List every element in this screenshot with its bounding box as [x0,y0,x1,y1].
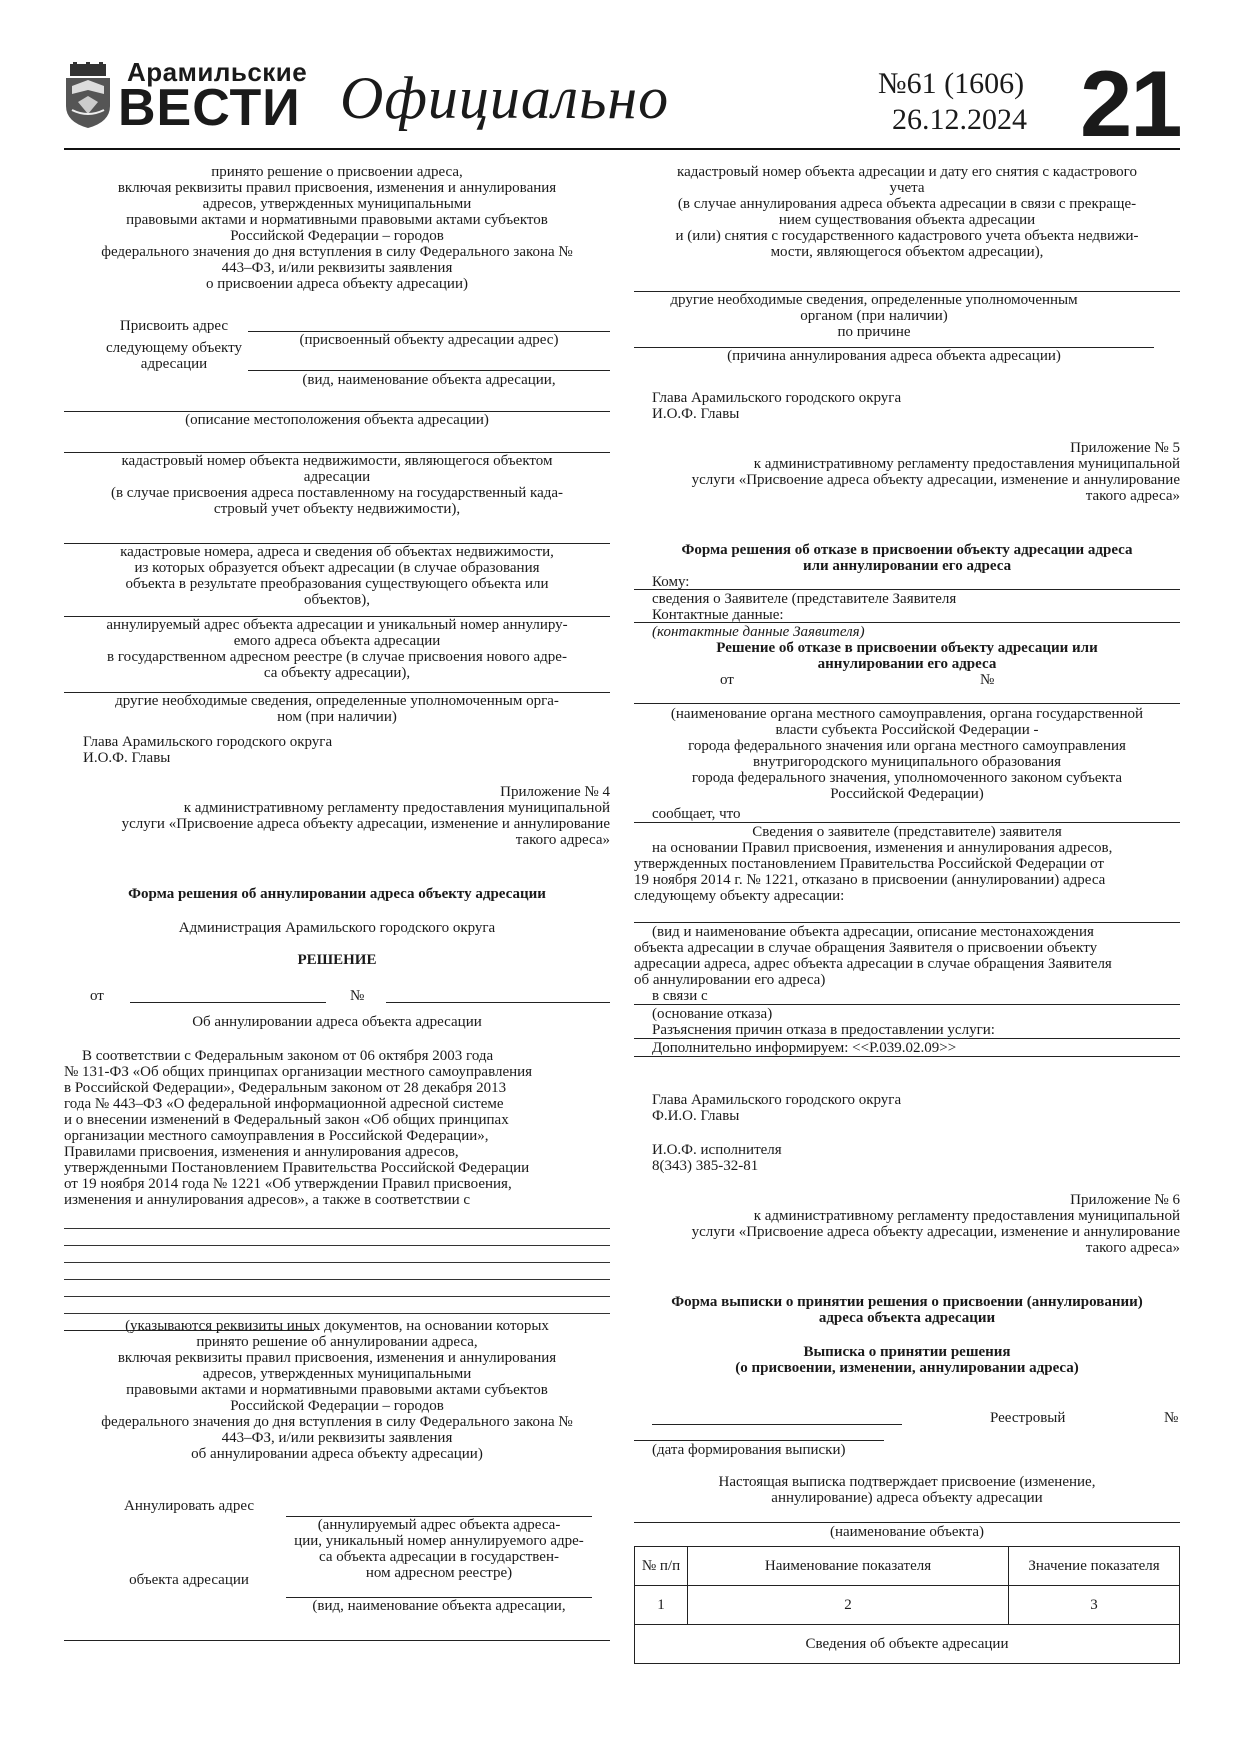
reason-hint: (причина аннулирования адреса объекта адресации) [727,348,1061,364]
appendix-6: Приложение № 6 к административному регламенту предоставления муниципальной услуги «Присвоение адреса объекту адресации, изменение и аннулирование такого адреса» [691,1192,1180,1256]
right-other-block: другие необходимые сведения, определенные уполномоченным органом (при наличии) по причине [670,292,1078,340]
executor-block: И.О.Ф. исполнителя 8(343) 385-32-81 [652,1142,782,1174]
explanations: Разъяснения причин отказа в предоставлении услуги: [652,1022,995,1038]
table-row [635,1586,1180,1625]
appendix-5: Приложение № 5 к административному регламенту предоставления муниципальной услуги «Присвоение адреса объекту адресации, изменение и аннулирование такого адреса» [691,440,1180,504]
date-field[interactable] [130,1002,326,1003]
object-name-line[interactable] [634,1522,1180,1523]
coat-of-arms-icon [64,62,112,128]
reports-that: сообщает, что [652,806,741,822]
number-label: № [350,988,365,1004]
cadastral-block: кадастровый номер объекта недвижимости, являющегося объектом адресации (в случае присвоения адреса поставленному на государственный када- стровый учет объекту недвижимости), [110,453,564,517]
to-label: Кому: [652,574,690,590]
additional-line[interactable] [634,1056,1180,1057]
date-hint: (дата формирования выписки) [652,1442,846,1458]
table-section-row [635,1625,1180,1664]
bottom-line [64,1640,610,1641]
form4-title: Форма решения об аннулировании адреса объекту адресации [128,886,546,902]
due-to-line[interactable] [634,1004,1180,1005]
refusal-number-label: № [980,672,995,688]
annul-label-2: объекта адресации [129,1572,249,1588]
object-line[interactable] [634,922,1180,923]
head-signature: Глава Арамильского городского округа И.О.Ф. Главы [83,734,333,766]
refusal-basis: (основание отказа) [652,1006,773,1022]
extract-date-line[interactable] [652,1424,902,1425]
other-block: другие необходимые сведения, определенные уполномоченным орга- ном (при наличии) [115,693,559,725]
kind-name-line [248,370,610,371]
indicators-table [634,1546,1180,1664]
form6-title: Форма выписки о принятии решения о присвоении (аннулировании) адреса объекта адресации [671,1294,1143,1326]
refusal-from-label: от [720,672,734,688]
law-text: В соответствии с Федеральным законом от 06 октября 2003 года № 131-ФЗ «Об общих принципах организации местного самоуправления в Российской Федерации», Федеральным законом от 28 декабря 2013 года № 443–ФЗ «О федеральной информационной адресной системе и о внесении изменений в Федеральный закон «Об общих принципах организации местного самоуправления в Российской Федерации», Правилами присвоения, изменения и аннулирования адресов, утвержденными Постановлением Правительства Российской Федерации от 19 ноября 2014 года № 1221 «Об утверждении Правил присвоения, изменения и аннулирования адресов», а также в соответствии с [64,1048,533,1208]
extract-title: Выписка о принятии решения (о присвоении, изменении, аннулировании адреса) [735,1344,1079,1376]
right-head-signature-2: Глава Арамильского городского округа Ф.И.О. Главы [652,1092,902,1124]
registry-label: Реестровый [990,1410,1066,1426]
from-label: от [90,988,104,1004]
blank-line [64,1245,610,1246]
cadastral-numbers-block: кадастровые номера, адреса и сведения об объектах недвижимости, из которых образуется объект адресации (в случае образования объекта в результате преобразования существующего объекта или объектов), [120,544,554,608]
assigned-address-hint: (присвоенный объекту адресации адрес) [299,332,559,348]
blank-line [64,1262,610,1263]
blank-line [64,1313,610,1314]
contacts-label: Контактные данные: [652,607,784,623]
section-title: Официально [340,65,670,131]
annul-subject: Об аннулировании адреса объекта адресации [192,1014,482,1030]
right-top-block: кадастровый номер объекта адресации и дату его снятия с кадастрового учета (в случае аннулирования адреса объекта адресации в связи с прекраще- нием существования объекта адресации и (или) снятия с государственного кадастрового учета объекта недвижи- мости, являющегося объектом адресации), [675,164,1139,260]
outro-block: (указываются реквизиты иных документов, на основании которых принято решение об аннулировании адреса, включая реквизиты правил присвоения, изменения и аннулирования адресов, утвержденных муниципальными правовыми актами и нормативными правовыми актами субъектов Российской Федерации – городов федерального значения до дня вступления в силу Федерального закона № 443–ФЗ, и/или реквизиты заявления об аннулировании адреса объекту адресации) [101,1318,573,1462]
blank-line [64,1296,610,1297]
issue-number: №61 (1606) [878,67,1025,100]
location-hint: (описание местоположения объекта адресации) [185,412,489,428]
number-field[interactable] [386,1002,610,1003]
annulled-block: аннулируемый адрес объекта адресации и уникальный номер аннулиру- емого адреса объекта адресации в государственном адресном реестре (в случае присвоения нового адре- са объекту адресации), [106,617,568,681]
brand-name-top: Арамильские [127,57,308,87]
table-header-cell: Наименование показателя [688,1547,1009,1586]
brand-name-main: ВЕСТИ [118,79,301,137]
contacts-hint: (контактные данные Заявителя) [652,624,865,640]
table-cell: 2 [688,1586,1009,1625]
registry-number: № [1164,1410,1179,1426]
applicant-info: сведения о Заявителе (представителе Заявителя [652,591,957,607]
kind-name-hint: (вид, наименование объекта адресации, [302,372,556,388]
assign-label: Присвоить адрес следующему объекту адресации [105,318,242,372]
table-header-cell: № п/п [635,1547,688,1586]
table-header-cell: Значение показателя [1009,1547,1180,1586]
authority-line[interactable] [634,703,1180,704]
header-rule [64,148,1180,150]
annul-label-1: Аннулировать адрес [123,1498,255,1514]
appendix-4: Приложение № 4 к административному регламенту предоставления муниципальной услуги «Присвоение адреса объекту адресации, изменение и аннулирование такого адреса» [121,784,610,848]
table-section-cell: Сведения об объекте адресации [635,1625,1180,1664]
object-hint: (вид и наименование объекта адресации, описание местонахождения объекта адресации в случае обращения Заявителя о присвоении объекту адресации адреса, адрес объекта адресации в случае обращения Заявителя об аннулировании его адреса) [634,924,1112,988]
table-header-row [635,1547,1180,1586]
issue-date: 26.12.2024 [892,103,1027,136]
applicant-details: Сведения о заявителе (представителе) заявителя [752,824,1062,840]
basis-text: на основании Правил присвоения, изменения и аннулирования адресов, утвержденных постановлением Правительства Российской Федерации от 19 ноября 2014 г. № 1221, отказано в присвоении (аннулировании) адреса следующему объекту адресации: [634,840,1113,904]
object-name-hint: (наименование объекта) [829,1524,985,1540]
decision-title: РЕШЕНИЕ [297,952,377,968]
blank-line [64,1228,610,1229]
table-cell: 1 [635,1586,688,1625]
right-head-signature: Глава Арамильского городского округа И.О.Ф. Главы [652,390,902,422]
explanations-line[interactable] [634,1038,1180,1039]
annul-kind-hint: (вид, наименование объекта адресации, [312,1598,566,1614]
date-hint-line [634,1440,884,1441]
authority-hint: (наименование органа местного самоуправления, органа государственной власти субъекта Российской Федерации - города федерального значения или органа местного самоуправления внутригородского муниципального образования города федерального значения, уполномоченного законом субъекта Российской Федерации) [670,706,1144,802]
administration: Администрация Арамильского городского округа [178,920,496,936]
additional-info: Дополнительно информируем: <<Р.039.02.09>> [652,1040,957,1056]
contacts-line[interactable] [634,622,1180,623]
intro-block: принято решение о присвоении адреса, включая реквизиты правил присвоения, изменения и аннулирования адресов, утвержденных муниципальными правовыми актами и нормативными правовыми актами субъектов Российской Федерации – городов федерального значения до дня вступления в силу Федерального закона № 443–ФЗ, и/или реквизиты заявления о присвоении адреса объекту адресации) [101,164,573,292]
confirm-text: Настоящая выписка подтверждает присвоение (изменение, аннулирование) адреса объекту адресации [718,1474,1096,1506]
page-number: 21 [1080,51,1181,156]
table-cell: 3 [1009,1586,1180,1625]
annul-hint: (аннулируемый адрес объекта адреса- ции, уникальный номер аннулируемого адре- са объекта адресации в государствен- ном адресном реестре) [294,1517,584,1581]
refusal-title: Решение об отказе в присвоении объекту адресации или аннулировании его адреса [716,640,1098,672]
to-line[interactable] [634,589,1180,590]
reports-line[interactable] [634,822,1180,823]
blank-line [64,1279,610,1280]
due-to: в связи с [652,988,708,1004]
form5-title: Форма решения об отказе в присвоении объекту адресации адреса или аннулировании его адреса [681,542,1133,574]
